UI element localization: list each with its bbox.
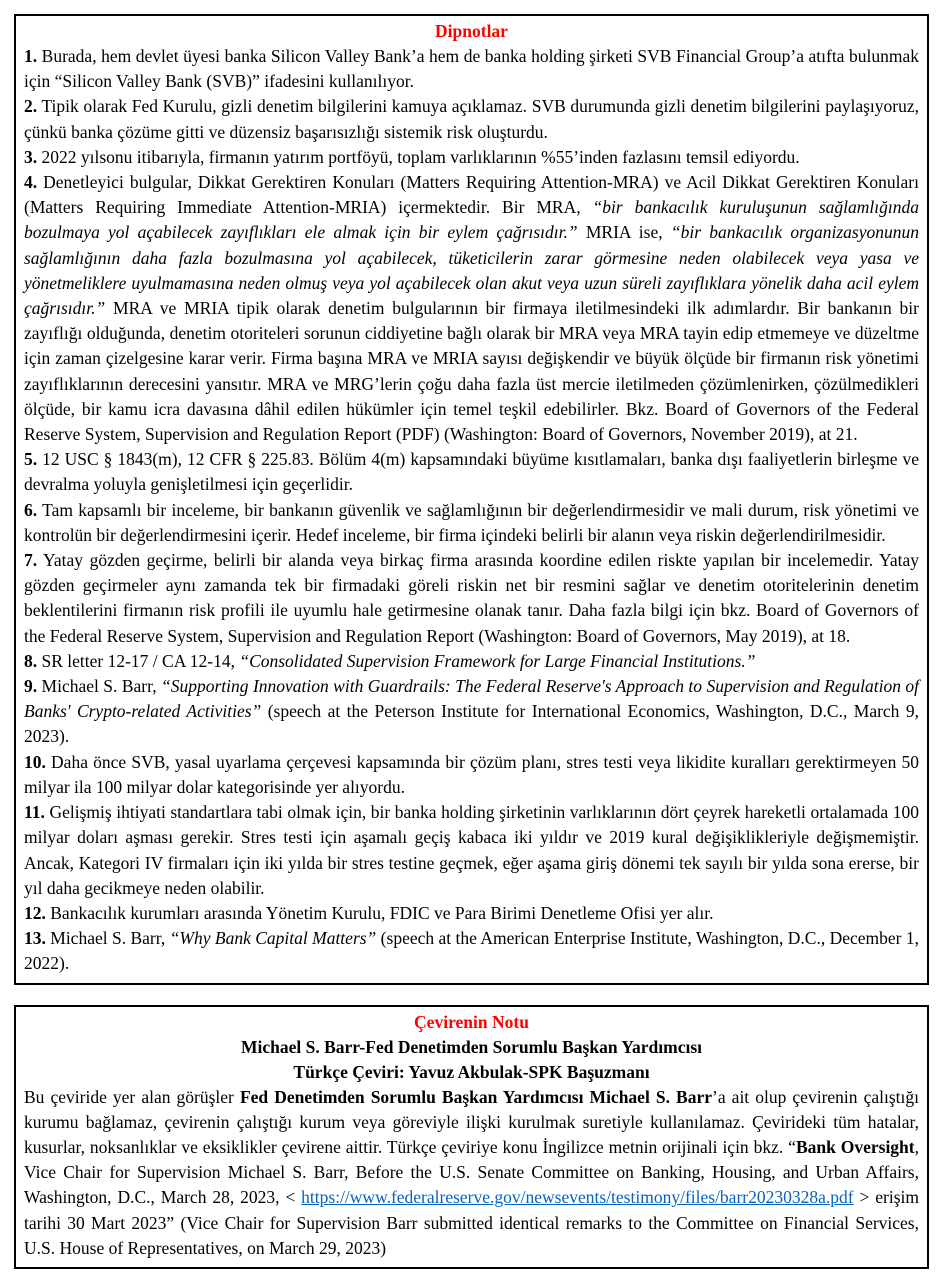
footnote-item	[24, 44, 919, 94]
footnote-item	[24, 674, 919, 750]
footnotes-list	[24, 44, 919, 977]
translator-note-box	[14, 1005, 929, 1269]
translator-note-title: Çevirenin Notu	[414, 1011, 529, 1032]
text-segment: SR letter 12-17 / CA 12-14,	[37, 650, 240, 671]
text-segment: Michael S. Barr,	[37, 676, 162, 697]
text-segment: 9.	[24, 676, 38, 697]
text-segment: ’a ait olup çevirenin çalıştığı kurumu bağlamaz, çevirenin çalıştığı kurum veya göreviyle ilişki kurulmak suretiyle kullanılamaz. Çevirideki tüm hatalar, kusurlar, noksanlıklar ve eksiklikler çevirene aittir. Türkçe çeviriye konu İngilizce metnin orijinali için bkz. “	[24, 1086, 919, 1157]
text-segment: Tipik olarak Fed Kurulu, gizli denetim bilgilerini kamuya açıklamaz. SVB durumunda gizli denetim bilgilerini paylaşıyoruz, çünkü banka çözüme gitti ve düzensiz başarısızlığı sistemik risk oluşturdu.	[24, 96, 919, 142]
text-segment: Bank Oversight	[795, 1136, 915, 1157]
text-segment: Daha önce SVB, yasal uyarlama çerçevesi kapsamında bir çözüm planı, stres testi veya likidite kuralları gerektirmeyen 50 milyar ila 100 milyar dolar kategorisinde yer alıyordu.	[24, 751, 919, 797]
text-segment: (speech at the Peterson Institute for International Economics, Washington, D.C., March 9, 2023).	[24, 701, 919, 747]
text-segment: 12.	[24, 902, 46, 923]
translator-note-subtitle-translator: Türkçe Çeviri: Yavuz Akbulak-SPK Başuzmanı	[293, 1061, 650, 1082]
text-segment: 7.	[24, 550, 38, 571]
text-segment: Denetleyici bulgular, Dikkat Gerektiren Konuları (Matters Requiring Attention-MRA) ve Acil Dikkat Gerektiren Konuları (Matters Requiring Immediate Attention-MRIA) içermektedir. Bir MRA,	[24, 172, 919, 218]
text-segment: Burada, hem devlet üyesi banka Silicon Valley Bank’a hem de banka holding şirketi SVB Financial Group’a atıfta bulunmak için “Silicon Valley Bank (SVB)” ifadesini kullanılıyor.	[24, 46, 919, 92]
text-segment: 13.	[24, 928, 46, 949]
text-segment: “Consolidated Supervision Framework for Large Financial Institutions.”	[239, 650, 756, 671]
document-hyperlink[interactable]: https://www.federalreserve.gov/newsevents/testimony/files/barr20230328a.pdf	[301, 1187, 854, 1208]
text-segment: 12 USC § 1843(m), 12 CFR § 225.83. Bölüm 4(m) kapsamındaki büyüme kısıtlamaları, banka dışı faaliyetlerin birleşme ve devralma yoluyla genişletilmesi için geçerlidir.	[24, 449, 919, 495]
footnote-item	[24, 94, 919, 144]
text-segment: > erişim tarihi 30 Mart 2023” (Vice Chair for Supervision Barr submitted identical remarks to the Committee on Financial Services, U.S. House of Representatives, on March 29, 2023)	[24, 1187, 919, 1258]
text-segment: Gelişmiş ihtiyati standartlara tabi olmak için, bir banka holding şirketinin varlıklarının dört çeyrek hareketli ortalamada 100 milyar doları aşması gerekir. Stres testi için aşamalı geçiş kabaca iki yıldır ve 2019 kural değişiklikleriyle değişmemiştir. Ancak, Kategori IV firmaları için iki yılda bir stres testine geçmek, eğer aşama giriş dönemi tek sayılı bir yılda sona ererse, bir yıl daha gecikmeye neden olabilir.	[24, 802, 919, 898]
text-segment: 4.	[24, 172, 38, 193]
footnote-item	[24, 498, 919, 548]
footnotes-title: Dipnotlar	[435, 21, 508, 41]
text-segment: MRA ve MRIA tipik olarak denetim bulgularının bir firmaya iletilmesindeki ilk adımlardır. Bir bankanın bir zayıflığı olduğunda, denetim otoriteleri sorunun ciddiyetine bağlı olarak bir MRA veya MRA tayin edip etmemeye ve düzeltme için zaman çizelgesine karar verir. Firma başına MRA ve MRIA sayısı değişkendir ve büyük ölçüde bir firmanın risk yönetimi zayıflıklarının derecesini yansıtır. MRA ve MRG’lerin çoğu daha fazla üst mercie iletilmeden çözümlenirken, çözülmedikleri ölçüde, bir kamu icra davasına dâhil edilen hükümler için temel teşkil edebilirler. Bkz. Board of Governors of the Federal Reserve System, Supervision and Regulation Report (PDF) (Washington: Board of Governors, November 2019), at 21.	[24, 298, 919, 445]
text-segment: Fed Denetimden Sorumlu Başkan Yardımcısı Michael S. Barr	[239, 1086, 713, 1107]
translator-note-subtitle-author: Michael S. Barr-Fed Denetimden Sorumlu Başkan Yardımcısı	[241, 1036, 702, 1057]
footnote-item	[24, 750, 919, 800]
text-segment: 6.	[24, 499, 38, 520]
footnote-item	[24, 901, 919, 926]
text-segment: 2022 yılsonu itibarıyla, firmanın yatırım portföyü, toplam varlıklarının %55’inden fazlasını temsil ediyordu.	[37, 146, 800, 167]
text-segment: Bu çeviride yer alan görüşler	[24, 1086, 240, 1107]
footnote-item	[24, 926, 919, 976]
text-segment: “Why Bank Capital Matters”	[169, 928, 377, 949]
footnote-item	[24, 170, 919, 447]
text-segment: 10.	[24, 751, 46, 772]
footnote-item	[24, 649, 919, 674]
text-segment: “bir bankacılık kuruluşunun sağlamlığında bozulmaya yol açabilecek zayıflıkları ele almak için bir eylem çağrısıdır.”	[24, 197, 919, 243]
text-segment: MRIA ise,	[577, 222, 671, 243]
text-segment: 5.	[24, 449, 38, 470]
text-segment: 11.	[24, 802, 45, 823]
text-segment: , Vice Chair for Supervision Michael S. Barr, Before the U.S. Senate Committee on Banking, Housing, and Urban Affairs, Washington, D.C., March 28, 2023, <	[24, 1136, 919, 1208]
text-segment: “Supporting Innovation with Guardrails: The Federal Reserve's Approach to Supervision and Regulation of Banks' Crypto-related Activities”	[24, 676, 920, 722]
footnotes-box	[14, 14, 929, 985]
text-segment: 8.	[24, 650, 38, 671]
text-segment: Michael S. Barr,	[45, 928, 170, 949]
text-segment: 2.	[24, 96, 38, 117]
translator-note-body	[24, 1085, 919, 1261]
text-segment: 3.	[24, 146, 38, 167]
text-segment: 1.	[24, 46, 38, 66]
text-segment: Bankacılık kurumları arasında Yönetim Kurulu, FDIC ve Para Birimi Denetleme Ofisi yer alır.	[45, 902, 714, 923]
footnote-item	[24, 800, 919, 901]
text-segment: Yatay gözden geçirme, belirli bir alanda veya birkaç firma arasında koordine edilen riskte yapılan bir incelemedir. Yatay gözden geçirmeler aynı zamanda tek bir firmadaki göreli riskin net bir resmini sağlar ve denetim otoritelerinin denetim beklentilerini firmanın risk profili ile uyumlu hale getirmesine olanak tanır. Daha fazla bilgi için bkz. Board of Governors of the Federal Reserve System, Supervision and Regulation Report (Washington: Board of Governors, May 2019), at 18.	[24, 550, 919, 646]
footnote-item	[24, 145, 919, 170]
text-segment: Tam kapsamlı bir inceleme, bir bankanın güvenlik ve sağlamlığının bir değerlendirmesidir ve mali durum, risk yönetimi ve kontrolün bir değerlendirmesini içerir. Hedef inceleme, bir firma içindeki belirli bir alanın veya riskin değerlendirilmesidir.	[24, 499, 919, 545]
text-segment: “bir bankacılık organizasyonunun sağlamlığının daha fazla bozulmasına yol açabilecek, tüketicilerin zarar görmesine neden olabilecek veya yasa ve yönetmeliklere uyulmamasına neden olmuş veya yol açabilecek olan akut veya uzun süreli zayıflıklara yönelik daha acil eylem çağrısıdır.”	[24, 222, 919, 319]
footnote-item	[24, 447, 919, 497]
footnote-item	[24, 548, 919, 649]
text-segment: (speech at the American Enterprise Institute, Washington, D.C., December 1, 2022).	[24, 928, 919, 974]
